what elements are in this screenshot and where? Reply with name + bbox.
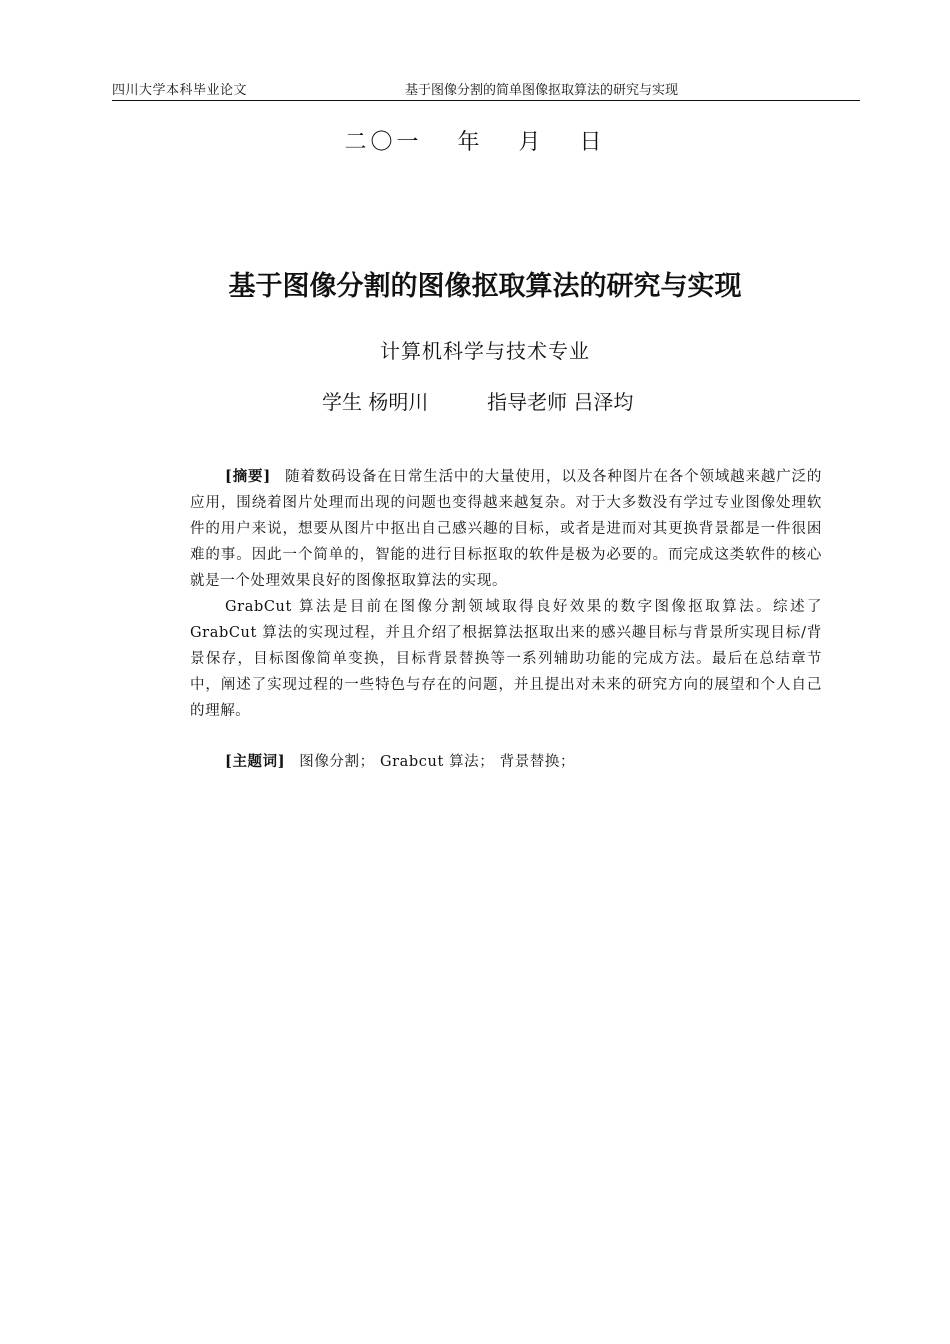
advisor-label: 指导老师 xyxy=(487,390,568,414)
major: 计算机科学与技术专业 xyxy=(380,339,590,363)
keywords-value: 图像分割； Grabcut 算法； 背景替换； xyxy=(299,754,576,770)
date-month-unit: 月 xyxy=(518,130,545,155)
date-line xyxy=(0,125,950,156)
abstract-label: [摘要] xyxy=(225,468,271,485)
date-day-unit: 日 xyxy=(579,130,606,155)
abstract-text-1: 随着数码设备在日常生活中的大量使用，以及各种图片在各个领域越来越广泛的应用，围绕着图片处理而出现的问题也变得越来越复杂。对于大多数没有学过专业图像处理软件的用户来说，想要从图片中抠出自己感兴趣的目标，或者是进而对其更换背景都是一件很困难的事。因此一个简单的，智能的进行目标抠取的软件是极为必要的。而完成这类软件的核心就是一个处理效果良好的图像抠取算法的实现。 xyxy=(190,469,823,589)
student-label: 学生 xyxy=(322,390,362,414)
advisor-name: 吕泽均 xyxy=(573,390,634,414)
abstract-paragraph-1 xyxy=(190,464,822,594)
abstract-paragraph-2: GrabCut 算法是目前在图像分割领域取得良好效果的数字图像抠取算法。综述了 GrabCut 算法的实现过程，并且介绍了根据算法抠取出来的感兴趣目标与背景所实现目标/背景保存，目标图像简单变换，目标背景替换等一系列辅助功能的完成方法。最后在总结章节中，阐述了实现过程的一些特色与存在的问题，并且提出对未来的研究方向的展望和个人自己的理解。 xyxy=(190,599,822,719)
keywords-label: [主题词] xyxy=(225,753,286,770)
keywords xyxy=(225,750,575,771)
date-year: 二〇一 xyxy=(344,130,423,155)
people-line xyxy=(322,386,633,415)
header-rule xyxy=(112,100,860,101)
date-year-unit: 年 xyxy=(457,130,484,155)
student-name: 杨明川 xyxy=(368,390,429,414)
header-university: 四川大学本科毕业论文 xyxy=(112,83,248,98)
abstract xyxy=(190,464,822,724)
thesis-title: 基于图像分割的图像抠取算法的研究与实现 xyxy=(228,271,742,302)
header-running-title: 基于图像分割的简单图像抠取算法的研究与实现 xyxy=(405,83,679,98)
